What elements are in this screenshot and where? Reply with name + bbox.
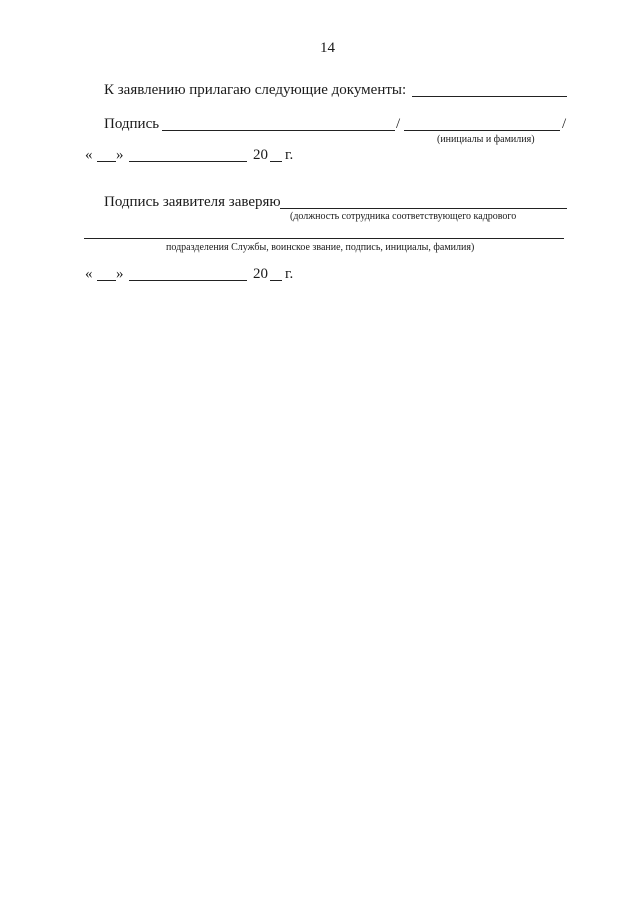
- date-1-year-suffix: г.: [285, 147, 294, 163]
- signature-slash-left: /: [396, 116, 401, 132]
- date-2-year-blank: [270, 280, 282, 281]
- date-2-year-suffix: г.: [285, 266, 294, 282]
- certification-second-blank-line: [84, 238, 564, 239]
- date-2-month-blank: [129, 280, 247, 281]
- certification-caption-line-1: (должность сотрудника соответствующего кадрового: [290, 211, 517, 222]
- certification-label: Подпись заявителя заверяю: [104, 194, 281, 210]
- date-1-open-quote: «: [85, 147, 93, 163]
- date-2-close-quote: »: [116, 266, 124, 282]
- attachments-label: К заявлению прилагаю следующие документы:: [104, 82, 407, 98]
- certification-blank-line: [280, 208, 567, 209]
- signature-label: Подпись: [104, 116, 160, 132]
- initials-blank-line: [404, 130, 560, 131]
- certification-caption-line-2: подразделения Службы, воинское звание, подпись, инициалы, фамилия): [166, 242, 475, 253]
- date-1-year-blank: [270, 161, 282, 162]
- page-number: 14: [320, 40, 335, 56]
- initials-caption: (инициалы и фамилия): [437, 134, 535, 145]
- attachments-blank-line: [412, 96, 567, 97]
- date-2-open-quote: «: [85, 266, 93, 282]
- signature-slash-right: /: [562, 116, 567, 132]
- date-1-close-quote: »: [116, 147, 124, 163]
- date-1-year-prefix: 20: [253, 147, 268, 163]
- date-2-day-blank: [97, 280, 116, 281]
- signature-blank-line: [162, 130, 395, 131]
- date-1-month-blank: [129, 161, 247, 162]
- date-1-day-blank: [97, 161, 116, 162]
- date-2-year-prefix: 20: [253, 266, 268, 282]
